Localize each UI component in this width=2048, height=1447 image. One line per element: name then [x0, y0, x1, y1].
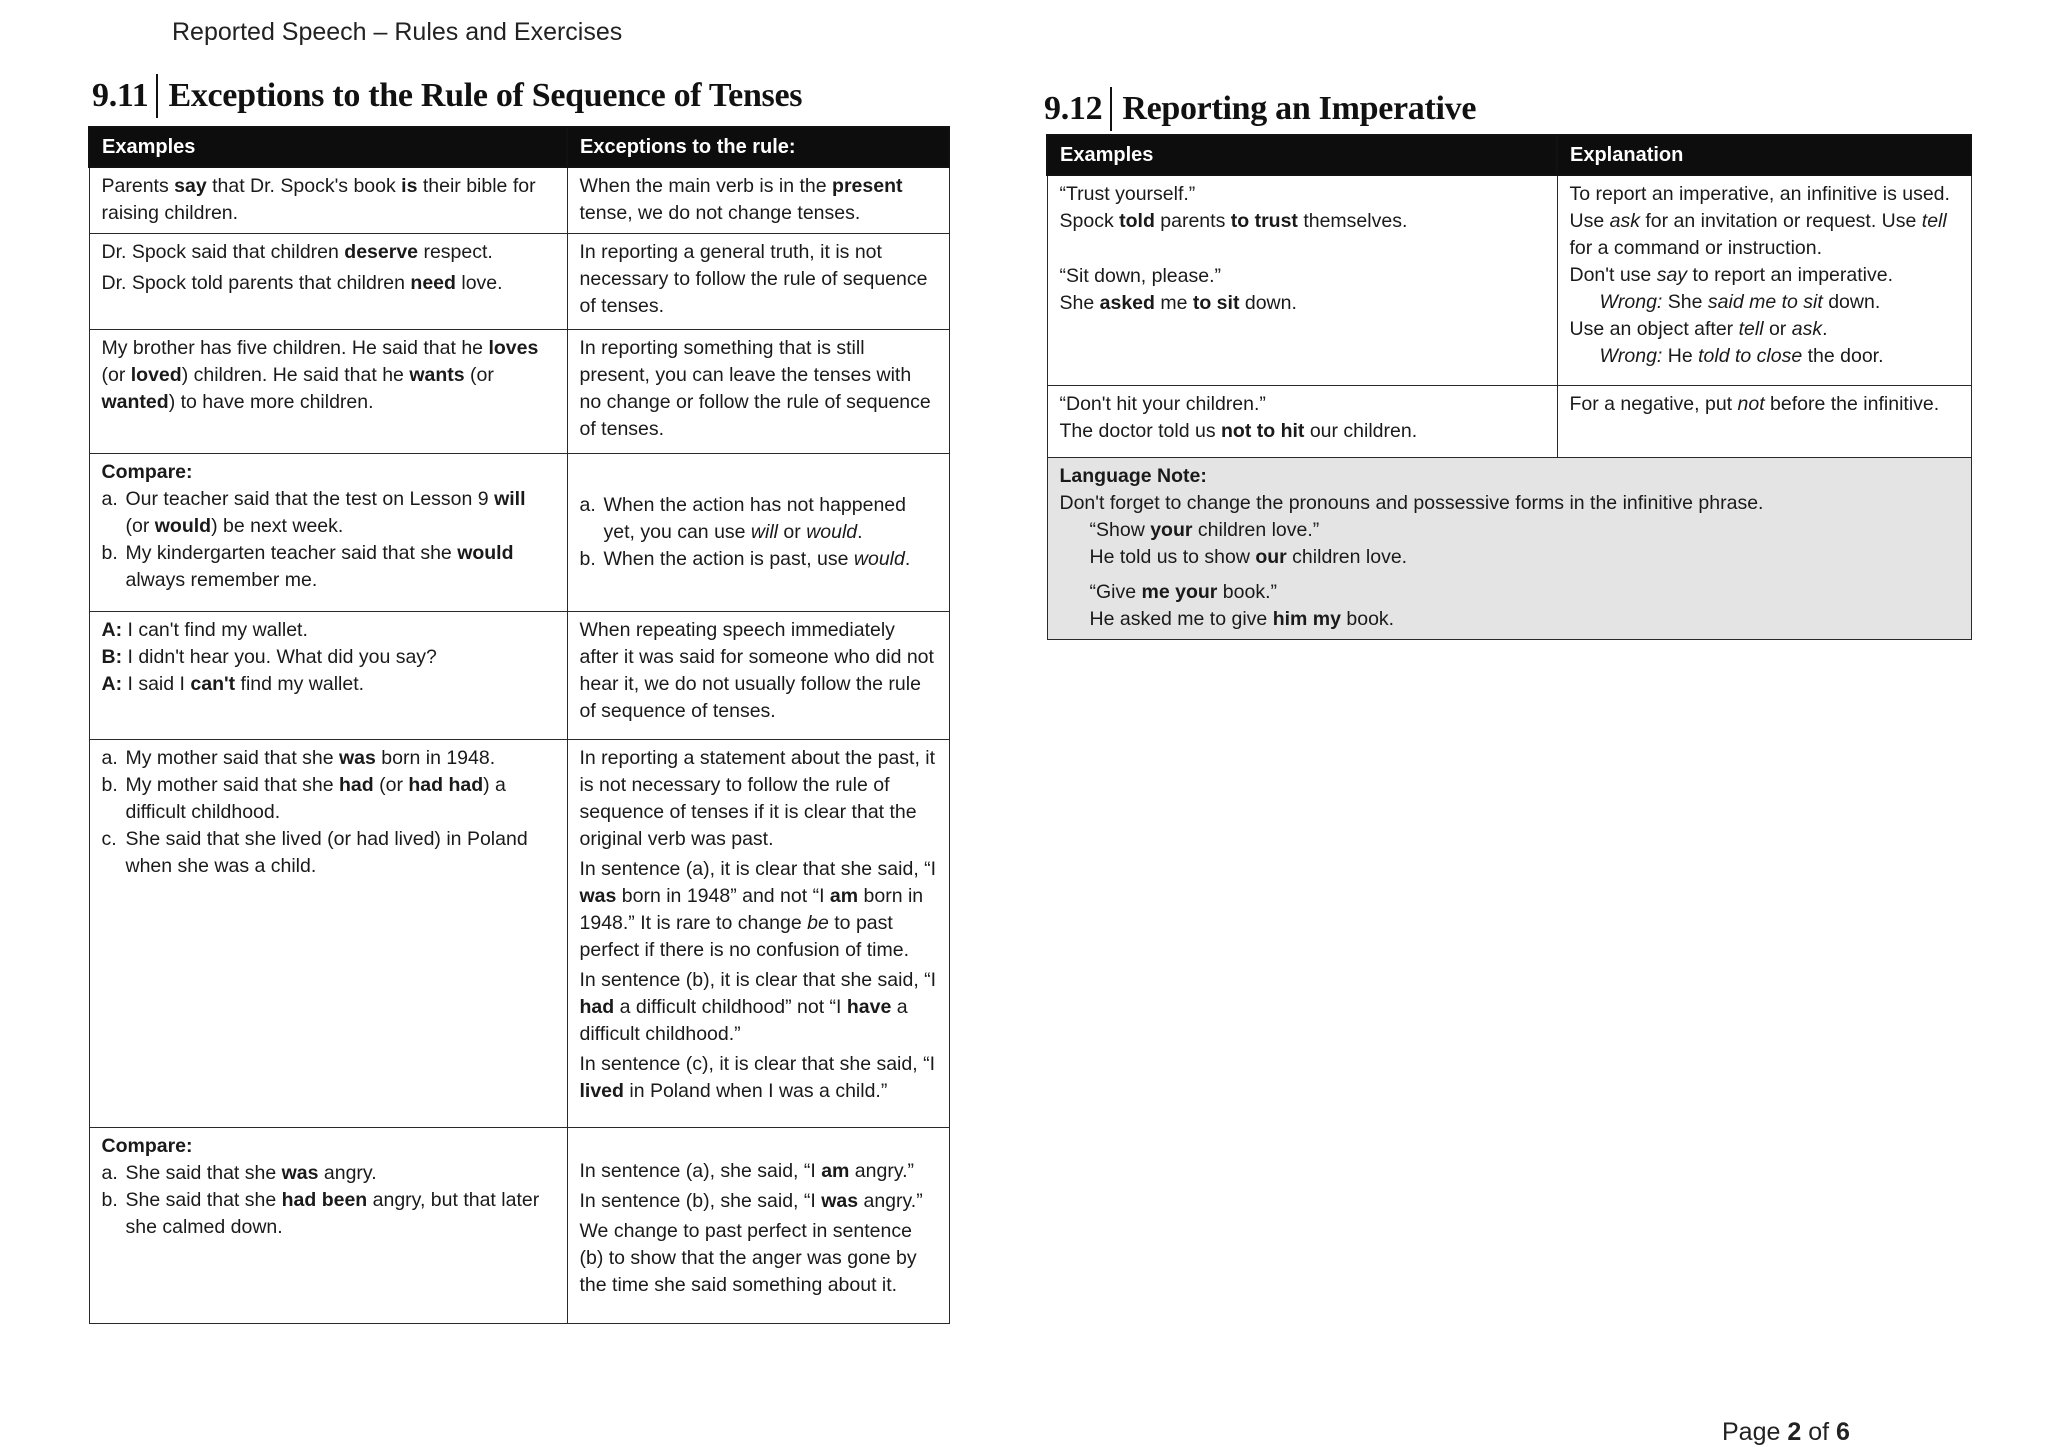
rule-cell: In reporting something that is still present, you can leave the tenses with no change or follow the rule of sequence of tenses.	[567, 330, 949, 454]
language-note: Language Note: Don't forget to change the pronouns and possessive forms in the infinitive phrase. “Show your children love.” He told us to show our children love. “Give me your book.” He asked me to give him my book.	[1047, 457, 1971, 639]
compare-label: Compare:	[101, 1135, 193, 1157]
table-row	[1047, 385, 1971, 457]
rule-cell: When repeating speech immediately after it was said for someone who did not hear it, we do not usually follow the rule of sequence of tenses.	[567, 612, 949, 740]
page-footer: Page 2 of 6	[1722, 1418, 1850, 1446]
example-cell: a. My mother said that she was born in 1948. b. My mother said that she had (or had had) a difficult childhood. c. She said that she lived (or had lived) in Poland when she was a child.	[89, 740, 567, 1128]
table-row	[1047, 175, 1971, 385]
table-header-row	[1047, 135, 1971, 175]
document-header: Reported Speech – Rules and Exercises	[172, 18, 623, 46]
section-title: Reporting an Imperative	[1122, 90, 1477, 127]
language-note-title: Language Note:	[1059, 464, 1207, 487]
table-header-row	[89, 127, 949, 167]
example-cell: Parents say that Dr. Spock's book is their bible for raising children.	[89, 167, 567, 234]
section-title: Exceptions to the Rule of Sequence of Tenses	[168, 77, 803, 114]
page-number-total: 6	[1836, 1418, 1850, 1446]
section-9-11-heading	[92, 74, 802, 118]
example-cell: Compare: a. Our teacher said that the test on Lesson 9 will (or would) be next week. b. My kindergarten teacher said that she would always remember me.	[89, 454, 567, 612]
column-header-examples: Examples	[89, 127, 567, 167]
rule-cell: In reporting a statement about the past, it is not necessary to follow the rule of sequence of tenses if it is clear that the original verb was past. In sentence (a), it is clear that she said, “I was born in 1948” and not “I am born in 1948.” It is rare to change be to past perfect if there is no confusion of time. In sentence (b), it is clear that she said, “I had a difficult childhood” not “I have a difficult childhood.” In sentence (c), it is clear that she said, “I lived in Poland when I was a child.”	[567, 740, 949, 1128]
exceptions-table	[88, 126, 950, 1324]
rule-cell: In sentence (a), she said, “I am angry.” In sentence (b), she said, “I was angry.” We change to past perfect in sentence (b) to show that the anger was gone by the time she said something about it.	[567, 1128, 949, 1324]
table-row	[89, 612, 949, 740]
table-row	[89, 1128, 949, 1324]
column-header-explanation: Explanation	[1557, 135, 1971, 175]
column-header-exceptions: Exceptions to the rule:	[567, 127, 949, 167]
rule-cell: When the main verb is in the present tense, we do not change tenses.	[567, 167, 949, 234]
example-cell: “Trust yourself.” Spock told parents to trust themselves. “Sit down, please.” She asked me to sit down.	[1047, 175, 1557, 385]
table-row	[89, 167, 949, 234]
column-header-examples: Examples	[1047, 135, 1557, 175]
example-cell: A: I can't find my wallet. B: I didn't hear you. What did you say? A: I said I can't find my wallet.	[89, 612, 567, 740]
table-row	[89, 330, 949, 454]
explanation-cell: For a negative, put not before the infinitive.	[1557, 385, 1971, 457]
section-9-12-heading	[1044, 87, 1476, 131]
compare-label: Compare:	[101, 461, 193, 483]
table-row	[89, 454, 949, 612]
section-number: 9.11	[92, 74, 158, 118]
rule-cell: In reporting a general truth, it is not necessary to follow the rule of sequence of tenses.	[567, 234, 949, 330]
section-number: 9.12	[1044, 87, 1112, 131]
example-cell: Dr. Spock said that children deserve respect. Dr. Spock told parents that children need love.	[89, 234, 567, 330]
page-number-current: 2	[1787, 1418, 1802, 1446]
example-cell: “Don't hit your children.” The doctor told us not to hit our children.	[1047, 385, 1557, 457]
explanation-cell: To report an imperative, an infinitive is used. Use ask for an invitation or request. Use tell for a command or instruction. Don't use say to report an imperative. Wrong: She said me to sit down. Use an object after tell or ask. Wrong: He told to close the door.	[1557, 175, 1971, 385]
rule-cell: a. When the action has not happened yet, you can use will or would. b. When the action is past, use would.	[567, 454, 949, 612]
table-row	[89, 740, 949, 1128]
example-cell: My brother has five children. He said that he loves (or loved) children. He said that he wants (or wanted) to have more children.	[89, 330, 567, 454]
language-note-row	[1047, 457, 1971, 639]
table-row	[89, 234, 949, 330]
imperative-table	[1046, 134, 1972, 640]
example-cell: Compare: a. She said that she was angry. b. She said that she had been angry, but that later she calmed down.	[89, 1128, 567, 1324]
